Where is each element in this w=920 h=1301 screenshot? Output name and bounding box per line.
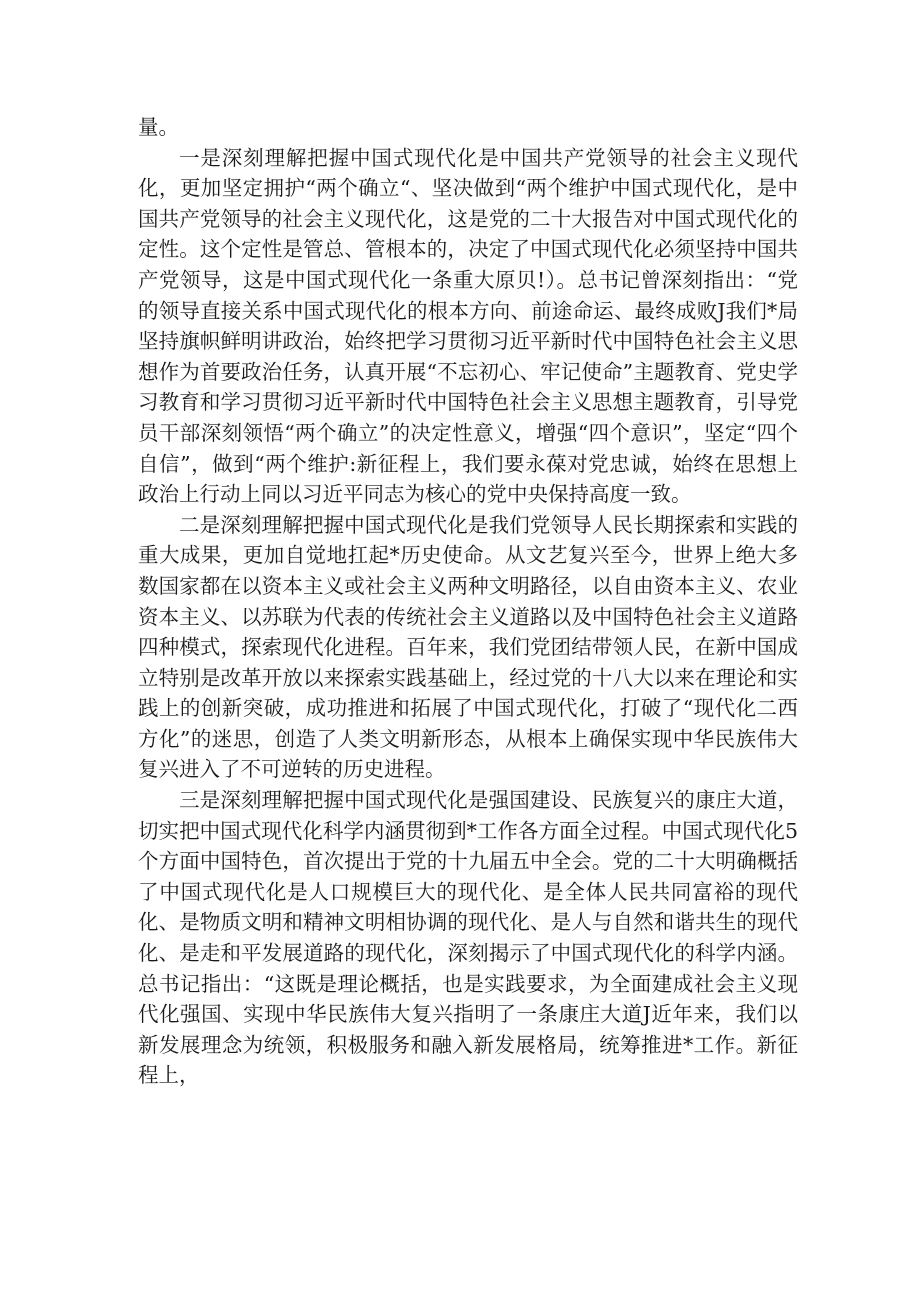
document-body — [138, 112, 798, 1091]
paragraph-point-two: 二是深刻理解把握中国式现代化是我们党领导人民长期探索和实践的重大成果，更加自觉地扛起*历史使命。从文艺复兴至今，世界上绝大多数国家都在以资本主义或社会主义两种文明路径，以自由资本主义、农业资本主义、以苏联为代表的传统社会主义道路以及中国特色社会主义道路四种模式，探索现代化进程。百年来，我们党团结带领人民，在新中国成立特别是改革开放以来探索实践基础上，经过党的十八大以来在理论和实践上的创新突破，成功推进和拓展了中国式现代化，打破了“现代化二西方化”的迷思，创造了人类文明新形态，从根本上确保实现中华民族伟大复兴进入了不可逆转的历史进程。 — [138, 512, 798, 782]
paragraph-point-one: 一是深刻理解把握中国式现代化是中国共产党领导的社会主义现代化，更加坚定拥护“两个确立“、坚决做到“两个维护中国式现代化，是中国共产党领导的社会主义现代化，这是党的二十大报告对中国式现代化的定性。这个定性是管总、管根本的，决定了中国式现代化必须坚持中国共产党领导，这是中国式现代化一条重大原贝!）。总书记曾深刻指出：“党的领导直接关系中国式现代化的根本方向、前途命运、最终成败J我们*局坚持旗帜鲜明讲政治，始终把学习贯彻习近平新时代中国特色社会主义思想作为首要政治任务，认真开展“不忘初心、牢记使命”主题教育、党史学习教育和学习贯彻习近平新时代中国特色社会主义思想主题教育，引导党员干部深刻领悟“两个确立”的决定性意义，增强“四个意识”，坚定“四个自信”，做到“两个维护:新征程上，我们要永葆对党忠诚，始终在思想上政治上行动上同以习近平同志为核心的党中央保持高度一致。 — [138, 145, 798, 507]
paragraph-continuation: 量。 — [138, 115, 179, 139]
paragraph-point-three: 三是深刻理解把握中国式现代化是强国建设、民族复兴的康庄大道，切实把中国式现代化科学内涵贯彻到*工作各方面全过程。中国式现代化5个方面中国特色，首次提出于党的十九届五中全会。党的二十大明确概括了中国式现代化是人口规模巨大的现代化、是全体人民共同富裕的现代化、是物质文明和精神文明相协调的现代化、是人与自然和谐共生的现代化、是走和平发展道路的现代化，深刻揭示了中国式现代化的科学内涵。总书记指出：“这既是理论概括，也是实践要求，为全面建成社会主义现代化强国、实现中华民族伟大复兴指明了一条康庄大道J近年来，我们以新发展理念为统领，积极服务和融入新发展格局，统筹推进*工作。新征程上， — [138, 788, 798, 1088]
